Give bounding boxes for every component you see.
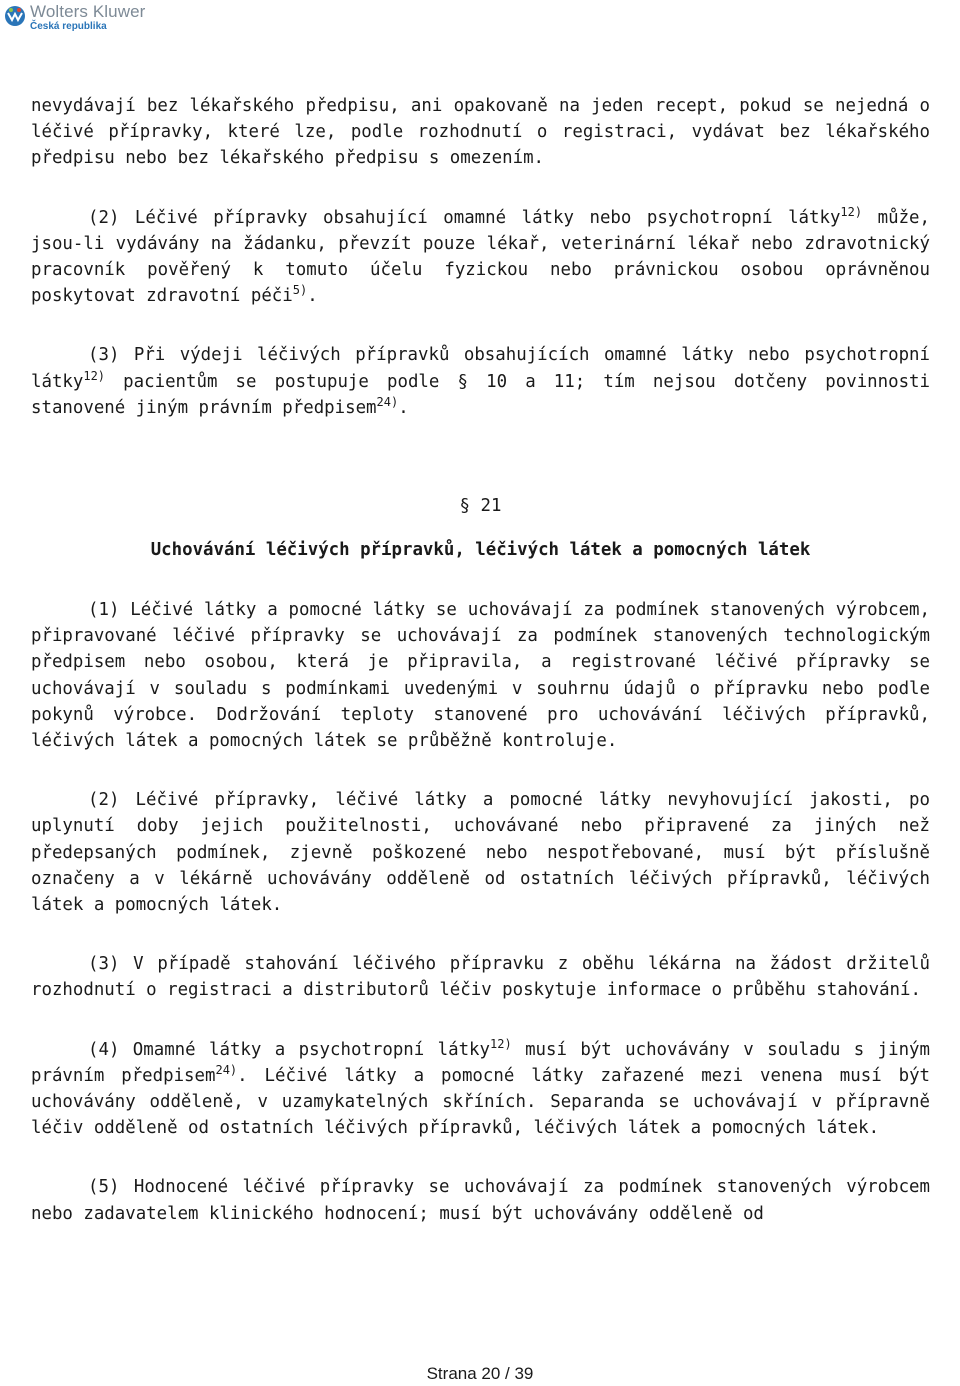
paragraph-3: (3) Při výdeji léčivých přípravků obsahujících omamné látky nebo psychotropní látky$^{12)}$ pacientům se postupuje podle § 10 a 11; tím nejsou dotčeny povinnosti stanovené jiným právním předpisem$^{24)}$.: [31, 345, 930, 418]
wolters-kluwer-logo-icon: [4, 5, 26, 27]
paragraph-continuation: nevydávají bez lékařského předpisu, ani opakovaně na jeden recept, pokud se nejedná o léčivé přípravky, které lze, podle rozhodnutí o registraci, vydávat bez lékařského předpisu nebo bez lékařského předpisu s omezením.: [31, 96, 930, 169]
publisher-logo: [4, 3, 145, 37]
section-title: Uchovávání léčivých přípravků, léčivých látek a pomocných látek: [150, 540, 811, 561]
document-body: [31, 93, 930, 1227]
page-number: Strana 20 / 39: [426, 1364, 534, 1383]
section-number: § 21: [459, 496, 502, 517]
footnote-ref: 12): [490, 1036, 512, 1051]
footnote-ref: 5): [292, 283, 308, 298]
logo-name: Wolters Kluwer: [30, 2, 146, 21]
footnote-ref: 12): [840, 204, 863, 219]
footnote-ref: 24): [376, 394, 399, 409]
section-paragraph-1: (1) Léčivé látky a pomocné látky se uchovávají za podmínek stanovených výrobcem, připravované léčivé přípravky se uchovávají za podmínek stanovených technologickým předpisem nebo osobou, která je připravila, a registrované léčivé přípravky se uchovávají v souladu s podmínkami uvedenými v souhrnu údajů o přípravku nebo podle pokynů výrobce. Dodržování teploty stanovené pro uchovávání léčivých přípravků, léčivých látek a pomocných látek se průběžně kontroluje.: [31, 600, 930, 752]
section-paragraph-2: (2) Léčivé přípravky, léčivé látky a pomocné látky nevyhovující jakosti, po uplynutí doby jejich použitelnosti, uchovávané nebo připravené za jiných než předepsaných podmínek, zjevně poškozené nebo nespotřebované, musí být příslušně označeny a v lékárně uchovávány odděleně od ostatních léčivých přípravků, léčivých látek a pomocných látek.: [31, 790, 930, 916]
section-paragraph-4: (4) Omamné látky a psychotropní látky$^{12)}$ musí být uchovávány v souladu s jiným právním předpisem$^{24)}$. Léčivé látky a pomocné látky zařazené mezi venena musí být uchovávány odděleně, v uzamykatelných skříních. Separanda se uchovávají v přípravně léčiv odděleně od ostatních léčivých přípravků, léčivých látek a pomocných látek.: [31, 1036, 931, 1139]
paragraph-2: (2) Léčivé přípravky obsahující omamné látky nebo psychotropní látky$^{12)}$ může, jsou-li vydávány na žádanku, převzít pouze lékař, veterinární lékař nebo zdravotnický pracovník pověřený k tomuto účelu fyzickou nebo právnickou osobou oprávněnou poskytovat zdravotní péči$^{5)}$.: [31, 204, 930, 307]
logo-subtitle: Česká republika: [30, 21, 107, 32]
footnote-ref: 12): [83, 368, 106, 383]
section-paragraph-5: (5) Hodnocené léčivé přípravky se uchovávají za podmínek stanovených výrobcem nebo zadavatelem klinického hodnocení; musí být uchovávány odděleně od: [31, 1177, 930, 1224]
section-paragraph-3: (3) V případě stahování léčivého přípravku z oběhu lékárna na žádost držitelů rozhodnutí o registraci a distributorů léčiv poskytuje informace o průběhu stahování.: [31, 954, 930, 1001]
footnote-ref: 24): [215, 1062, 238, 1077]
